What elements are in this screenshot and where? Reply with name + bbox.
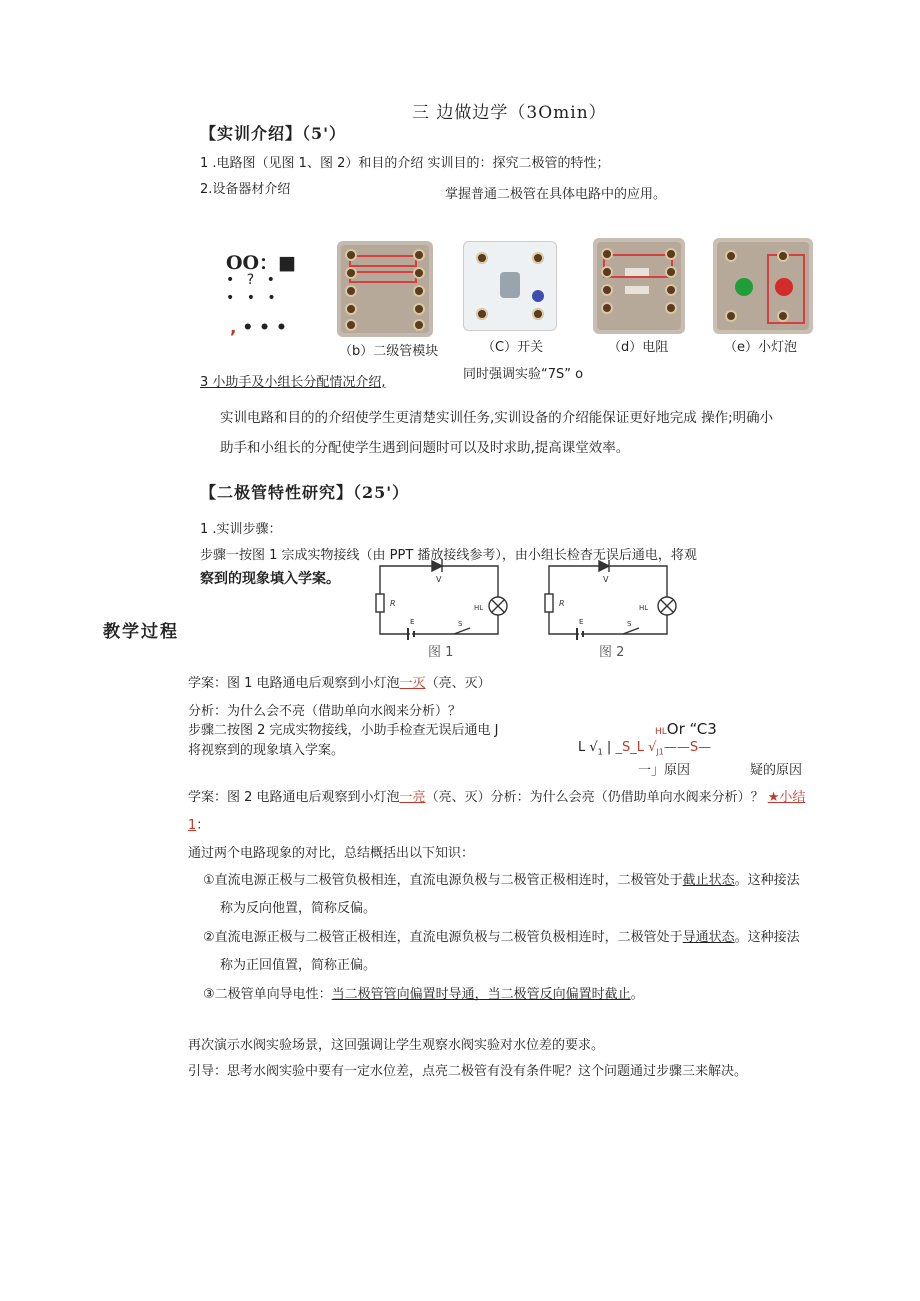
intro-paragraph-line-2: 助手和小组长的分配使学生遇到问题时可以及时求助,提高课堂效率。 — [220, 440, 630, 456]
step-2-line-1: 步骤二按图 2 完成实物接线，小助手检查无误后通电 J — [188, 723, 499, 738]
intro-item-2: 2.设备器材介绍 — [200, 182, 291, 197]
summary-point-2: ②直流电源正极与二极管正极相连，直流电源负极与二极管负极相连时，二极管处于导通状态。这种接法 — [203, 930, 800, 945]
answer-on: 一亮 — [399, 790, 426, 805]
caption-switch: （C）开关 — [482, 340, 544, 355]
section-heading-diode: 【二极管特性研究】（25'） — [200, 483, 410, 502]
intro-item-3: 3 小助手及小组长分配情况介绍, — [200, 375, 386, 390]
symbol-row-4: , • • • — [230, 318, 287, 338]
summary-point-1: ①直流电源正极与二极管负极相连，直流电源负极与二极管正极相连时，二极管处于截止状态。这种接法 — [203, 873, 800, 888]
summary-star-continued: 1： — [188, 818, 210, 833]
summary-point-1-line-2: 称为反向他置，简称反偏。 — [220, 901, 377, 916]
intro-item-1: 1 .电路图（见图 1、图 2）和目的介绍 实训目的：探究二极管的特性； — [200, 156, 610, 171]
circuit-figure-2 — [539, 556, 685, 660]
intro-item-2-right: 掌握普通二极管在具体电路中的应用。 — [445, 187, 667, 202]
fig1-label-r: R — [390, 599, 396, 608]
fig2-label-hl: HL — [639, 604, 649, 612]
intro-paragraph-line-1: 实训电路和目的的介绍使学生更清楚实训任务,实训设备的介绍能保证更好地完成 操作;明确小 — [220, 410, 774, 426]
caption-resistor: （d）电阻 — [608, 340, 669, 355]
fig1-label-hl: HL — [474, 604, 484, 612]
fig2-caption: 图 2 — [599, 645, 625, 660]
section-heading-intro: 【实训介绍】（5'） — [200, 124, 347, 143]
step-1-line-2: 察到的现象填入学案。 — [200, 571, 340, 587]
fig1-label-s: S — [458, 620, 463, 628]
fragment-reason-1: 一」原因 — [638, 763, 691, 778]
step-title: 1 .实训步骤： — [200, 522, 282, 537]
fragment-right-1: HLOr “C3 — [655, 720, 717, 738]
fig2-label-e: E — [579, 618, 584, 626]
resistor-photo — [593, 238, 685, 334]
analysis-line: 分析：为什么会不亮（借助单向水阀来分析）？ — [188, 704, 462, 719]
lamp-photo — [713, 238, 813, 334]
fig1-caption: 图 1 — [428, 645, 454, 660]
fig1-label-v: V — [436, 575, 442, 584]
summary-point-3: ③二极管单向导电性：当二极管管向偏置时导通，当二极管反向偏置时截止。 — [203, 987, 644, 1002]
symbol-row-2: • ? • — [226, 272, 279, 288]
diode-module-photo — [337, 241, 433, 337]
worksheet-line-2: 学案：图 2 电路通电后观察到小灯泡一亮（亮、灭）分析：为什么会亮（仍借助单向水阀来分析）？ ★小结 — [188, 790, 806, 805]
symbol-row-3: • • • — [226, 290, 280, 306]
answer-off: 一灭 — [399, 676, 426, 691]
closing-line-1: 再次演示水阀实验场景，这回强调让学生观察水阀实验对水位差的要求。 — [188, 1038, 605, 1053]
intro-item-3-right: 同时强调实验“7S” o — [463, 367, 584, 382]
fig2-label-s: S — [627, 620, 632, 628]
circuit-figure-1 — [370, 556, 516, 660]
worksheet-line-1: 学案：图 1 电路通电后观察到小灯泡一灭（亮、灭） — [188, 676, 491, 691]
summary-star: ★小结 — [767, 790, 806, 805]
fig1-label-e: E — [410, 618, 415, 626]
fragment-reason-2: 疑的原因 — [750, 763, 803, 778]
caption-lamp: （e）小灯泡 — [724, 340, 797, 355]
fig2-label-v: V — [603, 575, 609, 584]
switch-photo — [463, 241, 557, 331]
symbol-row-1: OO：■ — [226, 252, 297, 274]
step-1-line-1: 步骤一按图 1 宗成实物接线（由 PPT 播放接线参考），由小组长检杳无误后通电，将观 — [200, 548, 697, 563]
page-title: 三 边做边学（3Omin） — [412, 103, 607, 123]
step-2-line-2: 将视察到的现象填入学案。 — [188, 743, 345, 758]
fig2-label-r: R — [559, 599, 565, 608]
caption-diode-module: （b）二级管模块 — [339, 344, 439, 359]
summary-point-2-line-2: 称为正回值置，简称正偏。 — [220, 958, 377, 973]
summary-intro: 通过两个电路现象的对比，总结概括出以下知识： — [188, 846, 475, 861]
closing-line-2: 引导：思考水阀实验中要有一定水位差，点亮二极管有没有条件呢？这个问题通过步骤三来解决。 — [188, 1064, 748, 1079]
side-label-teaching-process: 教学过程 — [103, 622, 179, 642]
fragment-right-2: L $√_1$ | _S_L $√_{J1}——S—$ — [578, 740, 712, 757]
